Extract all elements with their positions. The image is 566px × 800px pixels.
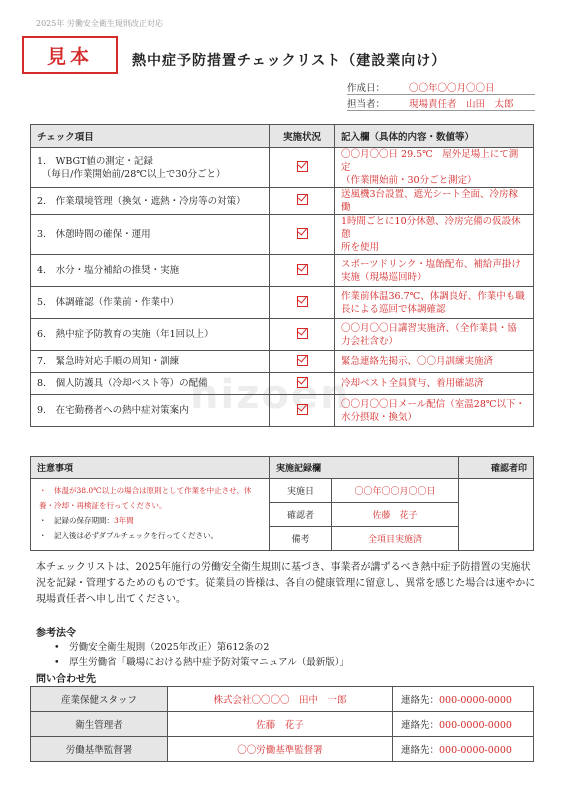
status-checkbox-cell[interactable] [270,319,335,351]
record-header: 実施記録欄 [270,457,459,479]
checked-box-icon[interactable] [297,355,308,366]
record-confirmer-value[interactable]: 佐藤 花子 [331,503,458,527]
checklist-item-text: 5. 体調確認（作業前・作業中） [31,287,270,319]
contact-name: 〇〇労働基準監督署 [168,737,393,762]
notes-header: 注意事項 [31,457,270,479]
status-checkbox-cell[interactable] [270,351,335,373]
checklist-item-text: 4. 水分・塩分補給の推奨・実施 [31,255,270,287]
notes-cell [31,479,270,551]
contact-row [31,687,534,712]
entry-text[interactable]: 送風機3台設置、遮光シート全面、冷房稼働 [335,188,534,215]
created-date-label: 作成日： [347,83,386,94]
entry-text[interactable]: 緊急連絡先掲示、〇〇月訓練実施済 [335,351,534,373]
checklist-row [31,373,534,395]
checked-box-icon[interactable] [297,161,308,172]
confirm-seal-cell[interactable] [459,479,534,551]
col-header-item: チェック項目 [31,125,270,148]
note-item: ・ 記入後は必ずダブルチェックを行ってください。 [39,531,218,540]
person-row [347,94,535,111]
contacts-table [30,686,534,762]
watermark-text: hizoen [190,372,351,418]
checklist-row [31,395,534,427]
status-checkbox-cell[interactable] [270,148,335,188]
contact-tel: 連絡先：000-0000-0000 [393,737,534,762]
checklist-item-text: 7. 緊急時対応手順の周知・訓練 [31,351,270,373]
contact-row [31,712,534,737]
created-date-row [347,78,535,95]
entry-text[interactable]: 〇〇月〇〇日 29.5℃ 屋外足場上にて測定 （作業開始前・30分ごと測定） [335,148,534,188]
checked-box-icon[interactable] [297,377,308,388]
checklist-row [31,319,534,351]
record-remarks-value[interactable]: 全項目実施済 [331,527,458,551]
checklist-item-text: 3. 休憩時間の確保・運用 [31,215,270,255]
description-paragraph: 本チェックリストは、2025年施行の労働安全衛生規則に基づき、事業者が講ずるべき熱中症予防措置の実施状況を記録・管理するためのものです。従業員の皆様は、各自の健康管理に留意し、異常を感じた場合は速やかに現場責任者へ申し出てください。 [36,562,536,605]
status-checkbox-cell[interactable] [270,215,335,255]
record-table [30,456,534,551]
entry-text[interactable]: スポーツドリンク・塩飴配布、補給声掛け 実施（現場巡回時） [335,255,534,287]
checked-box-icon[interactable] [297,194,308,205]
checked-box-icon[interactable] [297,328,308,339]
checked-box-icon[interactable] [297,264,308,275]
created-date-value: 〇〇年〇〇月〇〇日 [409,83,495,94]
contact-role: 産業保健スタッフ [31,687,168,712]
contact-tel: 連絡先：000-0000-0000 [393,687,534,712]
checked-box-icon[interactable] [297,228,308,239]
status-checkbox-cell[interactable] [270,188,335,215]
status-checkbox-cell[interactable] [270,373,335,395]
record-remarks-label: 備考 [270,527,332,551]
record-date-label: 実施日 [270,479,332,503]
contact-role: 衛生管理者 [31,712,168,737]
checklist-row [31,287,534,319]
reference-item: • 労働安全衛生規則（2025年改正）第612条の2 [54,642,270,653]
col-header-entry: 記入欄（具体的内容・数値等） [335,125,534,148]
checklist-row [31,351,534,373]
checklist-item-text: 2. 作業環境管理（換気・遮熱・冷房等の対策） [31,188,270,215]
references-list [54,640,349,670]
entry-text[interactable]: 〇〇月〇〇日講習実施済、（全作業員・協 力会社含む） [335,319,534,351]
record-confirmer-label: 確認者 [270,503,332,527]
entry-text[interactable]: 1時間ごとに10分休憩、冷房完備の仮設休憩 所を使用 [335,215,534,255]
entry-text[interactable]: 〇〇月〇〇日メール配信（室温28℃以下・ 水分摂取・換気） [335,395,534,427]
contacts-title: 問い合わせ先 [36,674,96,685]
note-item: ・ 体温が38.0℃以上の場合は原則として作業を中止させ、休養・冷却・再検証を行ってください。 [39,486,252,510]
note-item: ・ 記録の保存期間：3年間 [39,516,134,525]
contact-name: 佐藤 花子 [168,712,393,737]
checklist-row [31,255,534,287]
contact-name: 株式会社〇〇〇〇 田中 一郎 [168,687,393,712]
confirm-header: 確認者印 [459,457,534,479]
regulation-note: 2025年 労働安全衛生規則改正対応 [36,19,163,28]
checklist-row [31,188,534,215]
status-checkbox-cell[interactable] [270,255,335,287]
checked-box-icon[interactable] [297,296,308,307]
status-checkbox-cell[interactable] [270,287,335,319]
col-header-status: 実施状況 [270,125,335,148]
checklist-row [31,215,534,255]
contact-role: 労働基準監督署 [31,737,168,762]
entry-text[interactable]: 冷却ベスト全員貸与、着用確認済 [335,373,534,395]
checklist-row [31,148,534,188]
checklist-item-text: 6. 熱中症予防教育の実施（年1回以上） [31,319,270,351]
contact-tel: 連絡先：000-0000-0000 [393,712,534,737]
record-date-value[interactable]: 〇〇年〇〇月〇〇日 [331,479,458,503]
document-title: 熱中症予防措置チェックリスト（建設業向け） [132,53,447,69]
contact-row [31,737,534,762]
checked-box-icon[interactable] [297,404,308,415]
checklist-item-text: 1. WBGT値の測定・記録 （毎日/作業開始前/28℃以上で30分ごと） [31,148,270,188]
status-checkbox-cell[interactable] [270,395,335,427]
reference-item: • 厚生労働省「職場における熱中症予防対策マニュアル（最新版）」 [54,657,349,668]
person-label: 担当者： [347,99,386,110]
checklist-item-text: 9. 在宅勤務者への熱中症対策案内 [31,395,270,427]
references-title: 参考法令 [36,628,76,639]
entry-text[interactable]: 作業前体温36.7℃、体調良好、作業中も職 長による巡回で体調確認 [335,287,534,319]
sample-stamp: 見本 [22,36,118,74]
person-value: 現場責任者 山田 太郎 [409,99,514,110]
checklist-table [30,124,534,427]
checklist-item-text: 8. 個人防護具（冷却ベスト等）の配備 [31,373,270,395]
